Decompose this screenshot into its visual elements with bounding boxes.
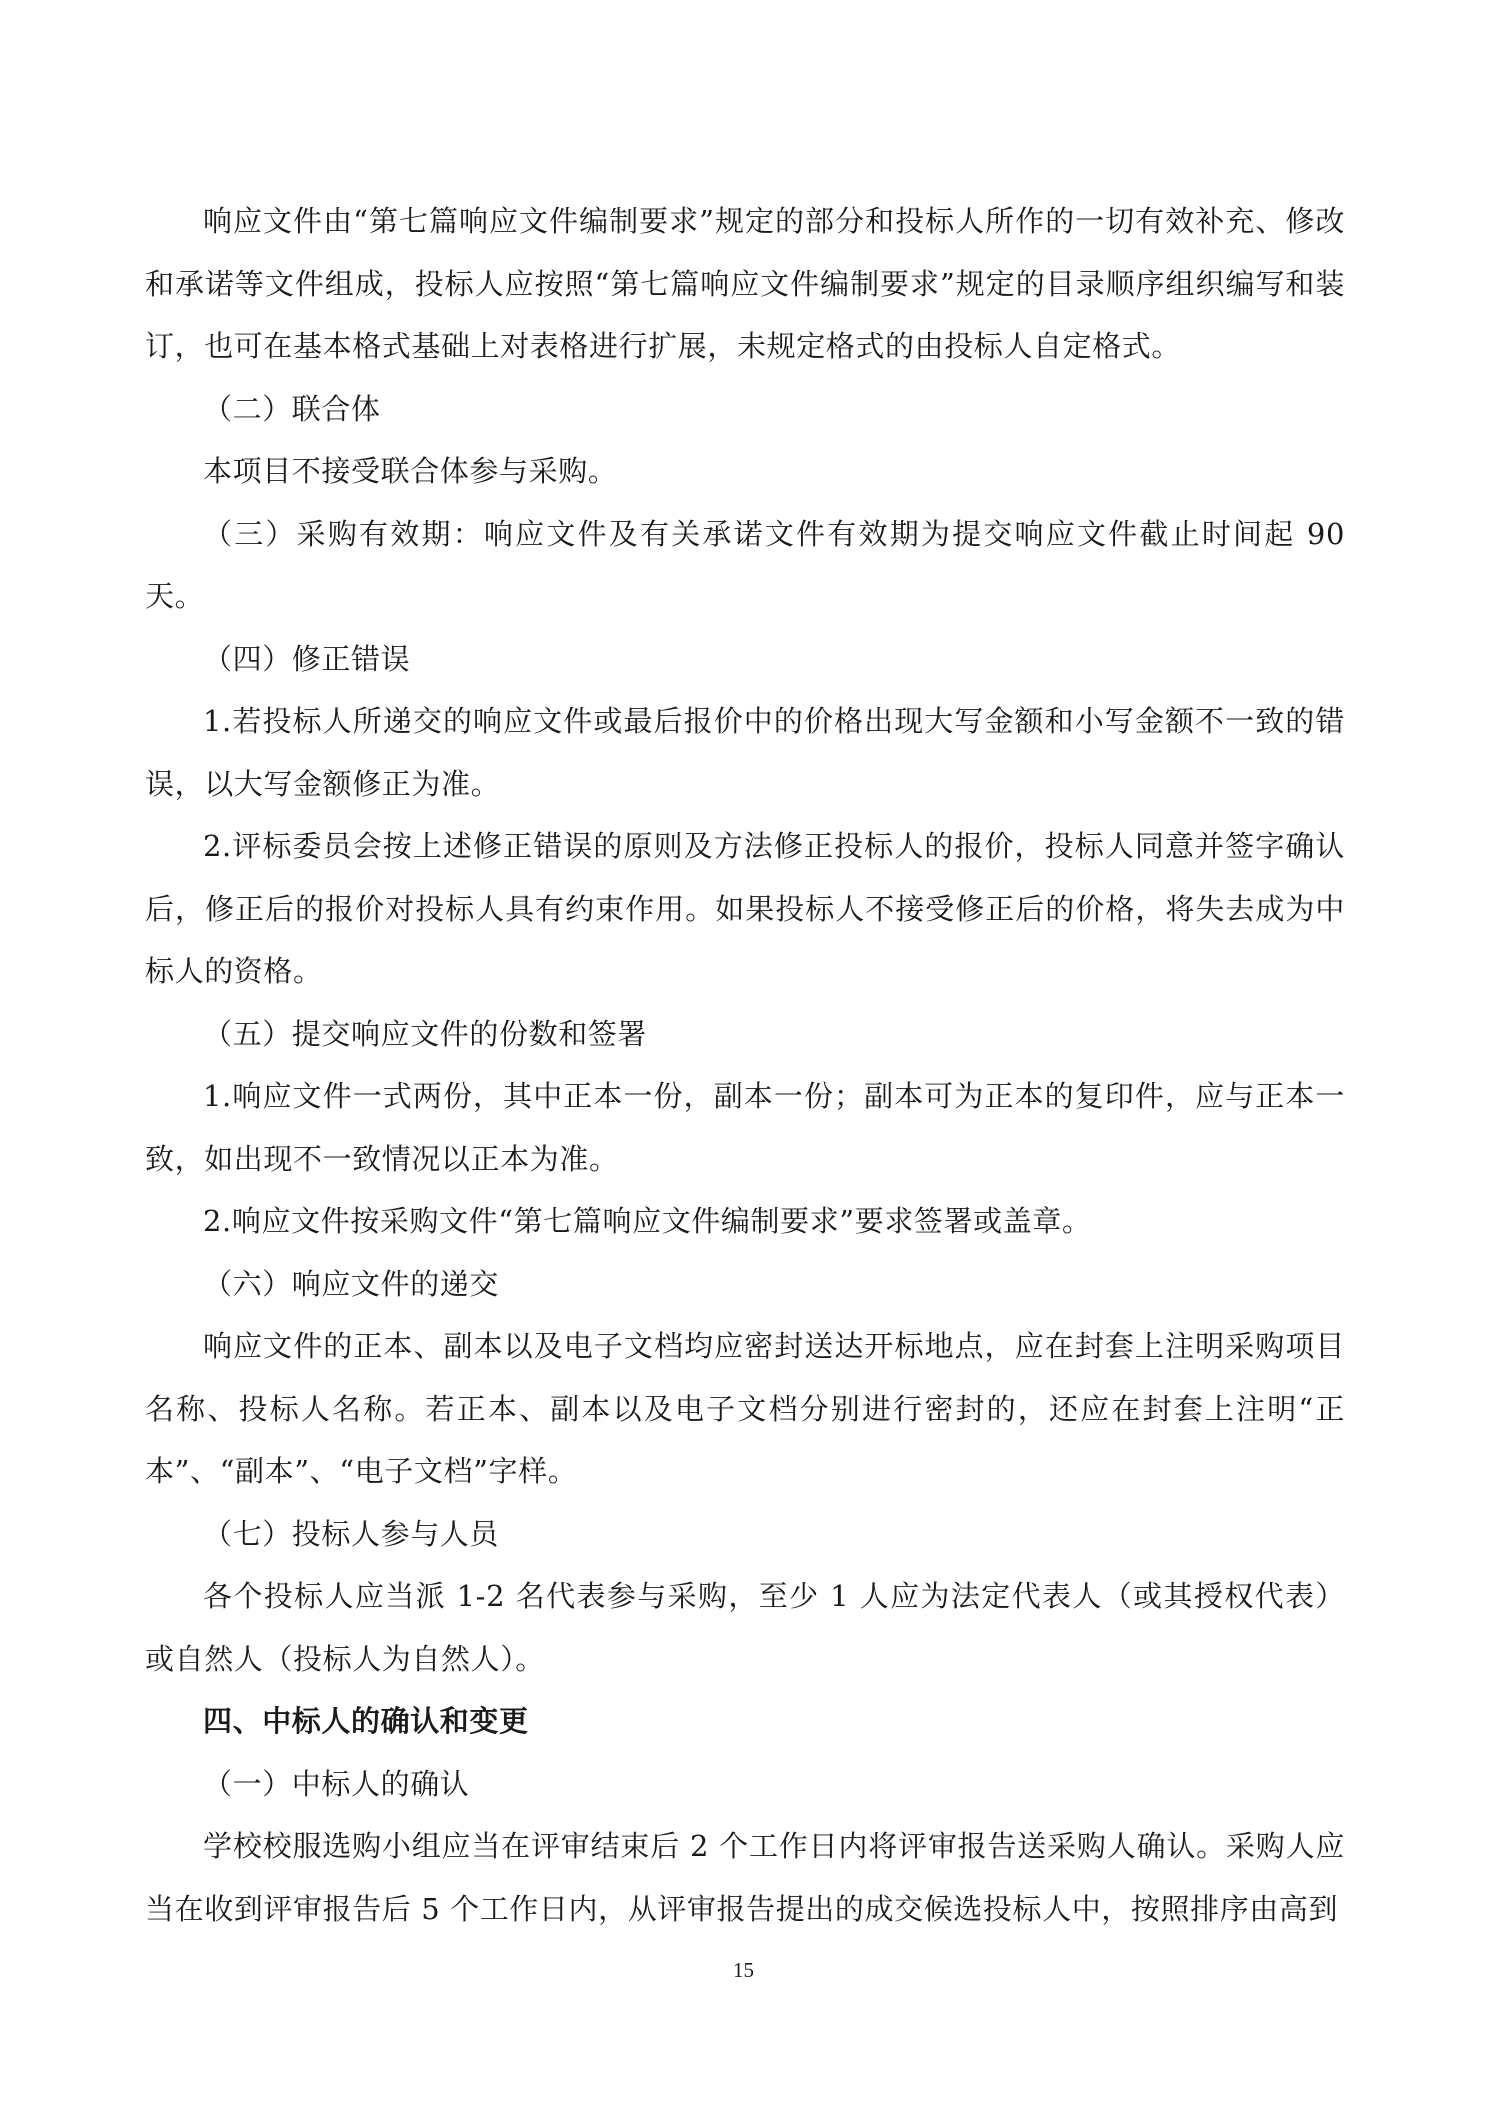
subheading-consortium: （二）联合体 [203, 391, 381, 426]
subheading-participants: （七）投标人参与人员 [203, 1516, 500, 1551]
document-body [145, 190, 1345, 1940]
paragraph-winner-confirmation: 学校校服选购小组应当在评审结束后 2 个工作日内将评审报告送采购人确认。采购人应当在收到评审报告后 5 个工作日内，从评审报告提出的成交候选投标人中，按照排序由高到 [145, 1829, 1345, 1926]
paragraph-copies-1: 1.响应文件一式两份，其中正本一份，副本一份；副本可为正本的复印件，应与正本一致，如出现不一致情况以正本为准。 [145, 1079, 1345, 1176]
subheading-copies-and-signing: （五）提交响应文件的份数和签署 [203, 1016, 648, 1051]
paragraph-participants: 各个投标人应当派 1-2 名代表参与采购，至少 1 人应为法定代表人（或其授权代表）或自然人（投标人为自然人）。 [145, 1579, 1345, 1676]
paragraph-error-correction-1: 1.若投标人所递交的响应文件或最后报价中的价格出现大写金额和小写金额不一致的错误，以大写金额修正为准。 [145, 704, 1345, 801]
subheading-error-correction: （四）修正错误 [203, 641, 411, 676]
subheading-validity-period: （三）采购有效期：响应文件及有关承诺文件有效期为提交响应文件截止时间起 90 天。 [145, 516, 1345, 613]
paragraph-error-correction-2: 2.评标委员会按上述修正错误的原则及方法修正投标人的报价，投标人同意并签字确认后，修正后的报价对投标人具有约束作用。如果投标人不接受修正后的价格，将失去成为中标人的资格。 [145, 829, 1345, 988]
page-number: 15 [733, 1958, 754, 1982]
paragraph-consortium: 本项目不接受联合体参与采购。 [203, 454, 618, 488]
section-heading-winner-confirmation: 四、中标人的确认和变更 [203, 1704, 529, 1738]
paragraph-submission: 响应文件的正本、副本以及电子文档均应密封送达开标地点，应在封套上注明采购项目名称、投标人名称。若正本、副本以及电子文档分别进行密封的，还应在封套上注明“正本”、“副本”、“电子文档”字样。 [145, 1329, 1345, 1488]
paragraph-copies-2: 2.响应文件按采购文件“第七篇响应文件编制要求”要求签署或盖章。 [203, 1204, 1092, 1238]
paragraph-response-composition: 响应文件由“第七篇响应文件编制要求”规定的部分和投标人所作的一切有效补充、修改和承诺等文件组成，投标人应按照“第七篇响应文件编制要求”规定的目录顺序组织编写和装订，也可在基本格式基础上对表格进行扩展，未规定格式的由投标人自定格式。 [145, 204, 1345, 363]
subheading-winner-confirmation: （一）中标人的确认 [203, 1766, 470, 1801]
subheading-submission: （六）响应文件的递交 [203, 1266, 500, 1301]
